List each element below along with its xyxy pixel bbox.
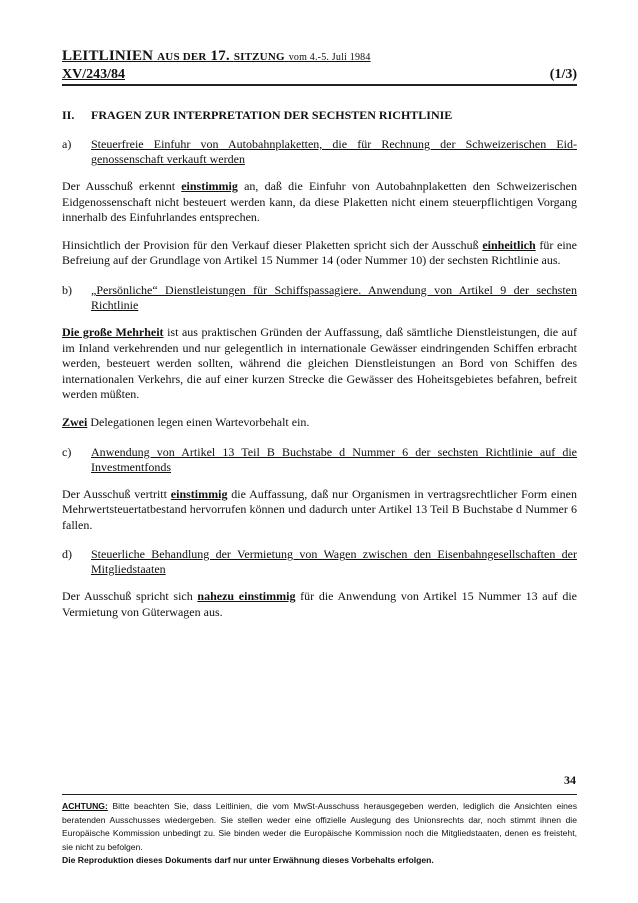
subsection-d-title: Steuerliche Behandlung der Vermietung von Wagen zwischen den Eisenbahngesellschaften der Mitgliedstaaten <box>91 547 577 577</box>
document-reference: XV/243/84 <box>62 67 125 82</box>
subsection-d-label: d) <box>62 547 72 562</box>
subsection-a-label: a) <box>62 137 72 151</box>
subsection-b-title: „Persönliche“ Dienstleistungen für Schiffspassagiere. Anwendung von Artikel 9 der sechsten Richtlinie <box>91 282 577 312</box>
section-title: FRAGEN ZUR INTERPRETATION DER SECHSTEN RICHTLINIE <box>91 108 453 122</box>
disclaimer-text: Bitte beachten Sie, dass Leitlinien, die vom MwSt-Ausschuss herausgegeben werden, lediglich die Ansichten eines beratenden Ausschusses wiedergeben. Sie stellen weder eine offizielle Auslegung des Unionsrechts dar, noch stimmt ihnen die Europäische Kommission unbedingt zu. Sie binden weder die Europäische Kommission noch die Mitgliedstaaten, denen es freisteht, sie nicht zu befolgen. <box>62 801 577 852</box>
subsection-c-label: c) <box>62 444 72 459</box>
text-run: Der Ausschuß spricht sich <box>62 589 198 604</box>
emphasis-unanimous: einstimmig <box>170 486 228 501</box>
disclaimer-warning: ACHTUNG: <box>62 801 108 811</box>
document-page <box>62 48 577 621</box>
subsection-b-paragraph-2 <box>62 415 577 431</box>
subsection-c-title: Anwendung von Artikel 13 Teil B Buchstabe d Nummer 6 der sechsten Richtlinie auf die Investmentfonds <box>91 444 577 474</box>
emphasis-unanimous: einstimmig <box>181 179 238 193</box>
subsection-b-label: b) <box>62 282 72 297</box>
subsection-a-paragraph-1 <box>62 179 577 226</box>
title-sitzung: SITZUNG <box>233 51 285 63</box>
text-run: für eine Befreiung auf der Grundlage von Artikel 15 Nummer 14 (oder Nummer 10) der sechsten Richtlinie aus. <box>62 237 577 268</box>
text-run: Der Ausschuß vertritt <box>62 486 171 501</box>
text-run: an, daß die Einfuhr von Autobahnplaketten den Schweizerischen Eidgenossenschaft nicht besteuert werden kann, da diese Plaketten nicht einem steuerpflichtigen Vorgang innerhalb des Einfuhrlandes entsprechen. <box>62 179 577 225</box>
text-run: für die Anwendung von Artikel 15 Nummer 13 auf die Vermietung von Güterwagen aus. <box>62 589 577 619</box>
subsection-b-heading <box>62 283 577 313</box>
text-run: Delegationen legen einen Wartevorbehalt ein. <box>87 414 310 429</box>
text-run: Hinsichtlich der Provision für den Verkauf dieser Plaketten spricht sich der Ausschuß <box>62 237 483 252</box>
subsection-d-heading <box>62 547 577 577</box>
text-run: Der Ausschuß erkennt <box>62 179 182 193</box>
disclaimer-reproduction-note: Die Reproduktion dieses Dokuments darf nur unter Erwähnung dieses Vorbehalts erfolgen. <box>62 855 434 866</box>
section-heading <box>62 108 577 123</box>
subsection-d-paragraph-1 <box>62 589 577 620</box>
subsection-b-paragraph-1 <box>62 325 577 403</box>
subsection-a-title: Steuerfreie Einfuhr von Autobahnplaketten, die für Rechnung der Schweizerischen Eidgenossenschaft verkauft werden <box>91 137 577 166</box>
emphasis-two: Zwei <box>62 414 88 429</box>
subsection-a-paragraph-2 <box>62 238 577 269</box>
section-number: II. <box>62 108 75 122</box>
subsection-c-paragraph-1 <box>62 487 577 534</box>
part-indicator: (1/3) <box>549 67 577 82</box>
subsection-c-heading <box>62 445 577 475</box>
document-title <box>62 48 577 65</box>
disclaimer-footer <box>62 794 577 868</box>
page-number: 34 <box>564 773 576 787</box>
title-session-number: 17. <box>210 48 230 64</box>
title-leitlinien: LEITLINIEN <box>62 48 154 64</box>
reference-line <box>62 67 577 86</box>
emphasis-nearly-unanimous: nahezu einstimmig <box>197 589 296 604</box>
title-aus-der: AUS DER <box>157 51 207 63</box>
session-date: vom 4.-5. Juli 1984 <box>288 52 371 63</box>
text-run: ist aus praktischen Gründen der Auffassung, daß sämtliche Dienstleistungen, die auf im Inland verkehrenden und nur gelegentlich in internationale Gewässer eindringenden Schiffen erbracht werden, besteuert werden sollten, während die gleichen Dienstleistungen an Bord von Schiffen des internationalen Verkehrs, die auf einer kurzen Strecke die Gewässer des Hoheitsgebietes befahren, befreit werden müßten. <box>62 324 577 402</box>
emphasis-uniform: einheitlich <box>482 237 536 252</box>
emphasis-majority: Die große Mehrheit <box>62 324 164 339</box>
subsection-a-heading <box>62 137 577 167</box>
text-run: die Auffassung, daß nur Organismen in vertragsrechtlicher Form einen Mehrwertsteuertatbestand hervorrufen können und dadurch unter Artikel 13 Teil B Buchstabe d Nummer 6 fallen. <box>62 486 577 532</box>
